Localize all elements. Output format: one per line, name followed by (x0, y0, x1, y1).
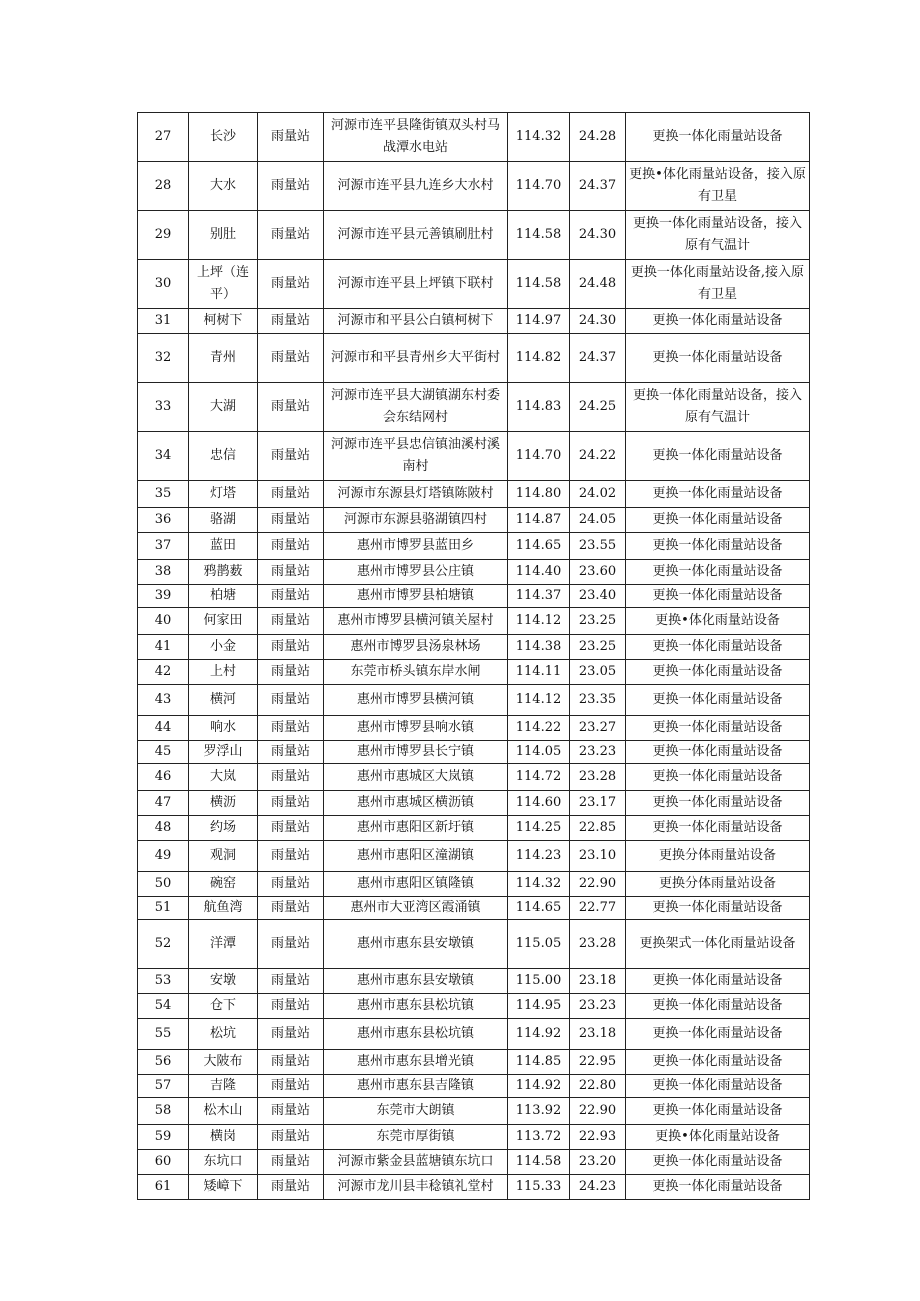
table-row (138, 334, 810, 383)
cell-id: 27 (138, 113, 189, 162)
cell-station-type: 雨量站 (258, 608, 324, 635)
cell-latitude: 24.30 (570, 309, 626, 334)
cell-longitude: 114.32 (508, 872, 570, 897)
cell-location: 惠州市惠东县吉隆镇 (324, 1075, 508, 1098)
cell-id: 42 (138, 660, 189, 685)
cell-latitude: 22.90 (570, 1098, 626, 1125)
cell-longitude: 114.25 (508, 816, 570, 841)
cell-id: 46 (138, 764, 189, 791)
cell-location: 惠州市博罗县横河镇 (324, 685, 508, 716)
cell-station-type: 雨量站 (258, 481, 324, 508)
cell-longitude: 114.72 (508, 764, 570, 791)
cell-longitude: 114.85 (508, 1050, 570, 1075)
cell-longitude: 114.97 (508, 309, 570, 334)
cell-action: 更换一体化雨量站设备 (626, 816, 810, 841)
table-row (138, 1150, 810, 1175)
cell-location: 惠州市博罗县长宁镇 (324, 741, 508, 764)
cell-longitude: 114.58 (508, 1150, 570, 1175)
cell-station-name: 横河 (189, 685, 258, 716)
cell-id: 36 (138, 508, 189, 533)
cell-longitude: 114.12 (508, 685, 570, 716)
cell-latitude: 23.20 (570, 1150, 626, 1175)
cell-location: 河源市东源县骆湖镇四村 (324, 508, 508, 533)
cell-longitude: 114.83 (508, 383, 570, 432)
cell-station-name: 柯树下 (189, 309, 258, 334)
cell-id: 59 (138, 1125, 189, 1150)
cell-action: 更换一体化雨量站设备 (626, 1050, 810, 1075)
cell-location: 河源市连平县元善镇刷肚村 (324, 211, 508, 260)
cell-id: 43 (138, 685, 189, 716)
cell-latitude: 24.25 (570, 383, 626, 432)
cell-action: 更换一体化雨量站设备 (626, 635, 810, 660)
cell-action: 更换一体化雨量站设备 (626, 741, 810, 764)
cell-latitude: 23.25 (570, 635, 626, 660)
cell-action: 更换一体化雨量站设备 (626, 994, 810, 1019)
cell-latitude: 22.77 (570, 897, 626, 920)
cell-location: 惠州市博罗县蓝田乡 (324, 533, 508, 560)
cell-id: 58 (138, 1098, 189, 1125)
cell-location: 河源市东源县灯塔镇陈陂村 (324, 481, 508, 508)
cell-station-name: 上村 (189, 660, 258, 685)
cell-id: 33 (138, 383, 189, 432)
cell-action: 更换•体化雨量站设备，接入原有卫星 (626, 162, 810, 211)
cell-latitude: 24.28 (570, 113, 626, 162)
cell-latitude: 23.18 (570, 1019, 626, 1050)
cell-latitude: 24.37 (570, 334, 626, 383)
cell-station-type: 雨量站 (258, 585, 324, 608)
cell-station-type: 雨量站 (258, 764, 324, 791)
cell-id: 49 (138, 841, 189, 872)
cell-latitude: 23.25 (570, 608, 626, 635)
table-row (138, 969, 810, 994)
cell-action: 更换分体雨量站设备 (626, 841, 810, 872)
cell-station-name: 横沥 (189, 791, 258, 816)
cell-longitude: 114.70 (508, 162, 570, 211)
table-row (138, 841, 810, 872)
cell-station-name: 青州 (189, 334, 258, 383)
cell-station-name: 观洞 (189, 841, 258, 872)
cell-action: 更换一体化雨量站设备 (626, 432, 810, 481)
cell-id: 57 (138, 1075, 189, 1098)
cell-longitude: 114.65 (508, 897, 570, 920)
cell-action: 更换一体化雨量站设备 (626, 533, 810, 560)
table-row (138, 660, 810, 685)
cell-station-type: 雨量站 (258, 969, 324, 994)
cell-id: 30 (138, 260, 189, 309)
cell-action: 更换一体化雨量站设备 (626, 1098, 810, 1125)
cell-id: 47 (138, 791, 189, 816)
cell-station-name: 蓝田 (189, 533, 258, 560)
cell-action: 更换一体化雨量站设备 (626, 334, 810, 383)
table-row (138, 533, 810, 560)
cell-latitude: 24.02 (570, 481, 626, 508)
cell-action: 更换一体化雨量站设备 (626, 791, 810, 816)
cell-station-type: 雨量站 (258, 560, 324, 585)
cell-action: 更换架式一体化雨量站设备 (626, 920, 810, 969)
cell-location: 河源市和平县青州乡大平街村 (324, 334, 508, 383)
cell-id: 50 (138, 872, 189, 897)
cell-latitude: 23.18 (570, 969, 626, 994)
cell-latitude: 24.22 (570, 432, 626, 481)
cell-action: 更换一体化雨量站设备 (626, 1150, 810, 1175)
table-row (138, 1019, 810, 1050)
cell-action: 更换一体化雨量站设备 (626, 481, 810, 508)
cell-location: 惠州市博罗县横河镇关屋村 (324, 608, 508, 635)
cell-longitude: 113.92 (508, 1098, 570, 1125)
cell-station-type: 雨量站 (258, 260, 324, 309)
cell-action: 更换一体化雨量站设备 (626, 585, 810, 608)
cell-action: 更换一体化雨量站设备 (626, 1019, 810, 1050)
cell-station-name: 安墩 (189, 969, 258, 994)
cell-latitude: 23.27 (570, 716, 626, 741)
table-row (138, 260, 810, 309)
cell-latitude: 23.10 (570, 841, 626, 872)
cell-station-type: 雨量站 (258, 816, 324, 841)
cell-location: 惠州市博罗县响水镇 (324, 716, 508, 741)
table-row (138, 920, 810, 969)
station-table-body (138, 113, 810, 1200)
cell-station-type: 雨量站 (258, 211, 324, 260)
cell-action: 更换分体雨量站设备 (626, 872, 810, 897)
cell-location: 河源市连平县隆街镇双头村马战潭水电站 (324, 113, 508, 162)
cell-location: 惠州市大亚湾区霞涌镇 (324, 897, 508, 920)
cell-station-name: 灯塔 (189, 481, 258, 508)
cell-action: 更换一体化雨量站设备,接入原有卫星 (626, 260, 810, 309)
cell-station-type: 雨量站 (258, 432, 324, 481)
cell-action: 更换一体化雨量站设备 (626, 685, 810, 716)
cell-station-type: 雨量站 (258, 660, 324, 685)
cell-location: 东莞市厚街镇 (324, 1125, 508, 1150)
cell-longitude: 114.23 (508, 841, 570, 872)
cell-id: 35 (138, 481, 189, 508)
cell-id: 45 (138, 741, 189, 764)
cell-longitude: 114.92 (508, 1019, 570, 1050)
cell-longitude: 114.37 (508, 585, 570, 608)
cell-longitude: 114.95 (508, 994, 570, 1019)
cell-station-name: 骆湖 (189, 508, 258, 533)
table-row (138, 608, 810, 635)
cell-action: 更换一体化雨量站设备 (626, 309, 810, 334)
table-row (138, 481, 810, 508)
cell-longitude: 114.70 (508, 432, 570, 481)
cell-id: 37 (138, 533, 189, 560)
cell-latitude: 22.80 (570, 1075, 626, 1098)
cell-station-name: 大岚 (189, 764, 258, 791)
cell-id: 52 (138, 920, 189, 969)
cell-longitude: 113.72 (508, 1125, 570, 1150)
cell-action: 更换•体化雨量站设备 (626, 608, 810, 635)
cell-latitude: 23.23 (570, 994, 626, 1019)
cell-station-name: 横岗 (189, 1125, 258, 1150)
cell-location: 惠州市惠东县安墩镇 (324, 920, 508, 969)
cell-id: 44 (138, 716, 189, 741)
cell-station-type: 雨量站 (258, 994, 324, 1019)
cell-latitude: 23.40 (570, 585, 626, 608)
cell-longitude: 114.58 (508, 211, 570, 260)
cell-location: 惠州市惠阳区新圩镇 (324, 816, 508, 841)
cell-station-type: 雨量站 (258, 872, 324, 897)
cell-station-type: 雨量站 (258, 841, 324, 872)
cell-station-type: 雨量站 (258, 716, 324, 741)
cell-station-type: 雨量站 (258, 635, 324, 660)
table-row (138, 764, 810, 791)
cell-id: 39 (138, 585, 189, 608)
cell-location: 河源市连平县忠信镇油溪村溪南村 (324, 432, 508, 481)
cell-location: 河源市龙川县丰稔镇礼堂村 (324, 1175, 508, 1200)
cell-station-type: 雨量站 (258, 1125, 324, 1150)
table-row (138, 508, 810, 533)
table-row (138, 211, 810, 260)
cell-location: 惠州市惠城区大岚镇 (324, 764, 508, 791)
cell-station-name: 别肚 (189, 211, 258, 260)
table-row (138, 113, 810, 162)
cell-longitude: 114.65 (508, 533, 570, 560)
cell-action: 更换•体化雨量站设备 (626, 1125, 810, 1150)
cell-id: 28 (138, 162, 189, 211)
table-row (138, 309, 810, 334)
cell-latitude: 23.28 (570, 920, 626, 969)
cell-action: 更换一体化雨量站设备 (626, 897, 810, 920)
cell-station-type: 雨量站 (258, 383, 324, 432)
cell-station-name: 松坑 (189, 1019, 258, 1050)
table-row (138, 560, 810, 585)
cell-action: 更换一体化雨量站设备 (626, 508, 810, 533)
cell-location: 惠州市惠东县增光镇 (324, 1050, 508, 1075)
cell-location: 河源市紫金县蓝塘镇东坑口 (324, 1150, 508, 1175)
cell-station-name: 大湖 (189, 383, 258, 432)
cell-latitude: 23.28 (570, 764, 626, 791)
table-row (138, 716, 810, 741)
cell-longitude: 114.38 (508, 635, 570, 660)
cell-station-name: 长沙 (189, 113, 258, 162)
cell-latitude: 24.30 (570, 211, 626, 260)
cell-latitude: 22.95 (570, 1050, 626, 1075)
cell-location: 惠州市博罗县汤泉林场 (324, 635, 508, 660)
cell-location: 惠州市博罗县公庄镇 (324, 560, 508, 585)
cell-location: 东莞市桥头镇东岸水闸 (324, 660, 508, 685)
table-row (138, 1050, 810, 1075)
cell-longitude: 115.00 (508, 969, 570, 994)
cell-action: 更换一体化雨量站设备 (626, 969, 810, 994)
cell-station-name: 何家田 (189, 608, 258, 635)
cell-action: 更换一体化雨量站设备，接入原有气温计 (626, 211, 810, 260)
cell-station-type: 雨量站 (258, 113, 324, 162)
table-row (138, 685, 810, 716)
cell-station-type: 雨量站 (258, 334, 324, 383)
cell-station-type: 雨量站 (258, 897, 324, 920)
cell-id: 32 (138, 334, 189, 383)
cell-latitude: 23.60 (570, 560, 626, 585)
cell-latitude: 22.90 (570, 872, 626, 897)
cell-latitude: 24.23 (570, 1175, 626, 1200)
cell-station-name: 碗窑 (189, 872, 258, 897)
table-row (138, 1125, 810, 1150)
cell-latitude: 23.35 (570, 685, 626, 716)
table-row (138, 897, 810, 920)
cell-action: 更换一体化雨量站设备 (626, 1175, 810, 1200)
cell-longitude: 114.92 (508, 1075, 570, 1098)
cell-location: 惠州市惠阳区潼湖镇 (324, 841, 508, 872)
table-row (138, 872, 810, 897)
cell-latitude: 23.05 (570, 660, 626, 685)
cell-id: 31 (138, 309, 189, 334)
table-row (138, 585, 810, 608)
cell-station-type: 雨量站 (258, 309, 324, 334)
cell-station-name: 矮嶂下 (189, 1175, 258, 1200)
cell-location: 惠州市惠阳区镇隆镇 (324, 872, 508, 897)
cell-location: 河源市连平县上坪镇下联村 (324, 260, 508, 309)
cell-id: 41 (138, 635, 189, 660)
cell-station-name: 上坪（连平） (189, 260, 258, 309)
table-row (138, 162, 810, 211)
cell-station-name: 小金 (189, 635, 258, 660)
cell-latitude: 22.93 (570, 1125, 626, 1150)
cell-id: 29 (138, 211, 189, 260)
cell-id: 56 (138, 1050, 189, 1075)
cell-station-type: 雨量站 (258, 1150, 324, 1175)
cell-location: 惠州市惠东县安墩镇 (324, 969, 508, 994)
cell-longitude: 115.05 (508, 920, 570, 969)
cell-latitude: 24.05 (570, 508, 626, 533)
cell-longitude: 114.12 (508, 608, 570, 635)
cell-id: 53 (138, 969, 189, 994)
cell-station-name: 吉隆 (189, 1075, 258, 1098)
cell-station-type: 雨量站 (258, 162, 324, 211)
cell-station-type: 雨量站 (258, 791, 324, 816)
cell-longitude: 114.05 (508, 741, 570, 764)
cell-action: 更换一体化雨量站设备 (626, 660, 810, 685)
cell-longitude: 114.11 (508, 660, 570, 685)
cell-id: 61 (138, 1175, 189, 1200)
cell-location: 河源市连平县九连乡大水村 (324, 162, 508, 211)
cell-id: 40 (138, 608, 189, 635)
cell-station-type: 雨量站 (258, 1098, 324, 1125)
cell-location: 河源市和平县公白镇柯树下 (324, 309, 508, 334)
table-row (138, 791, 810, 816)
cell-station-name: 响水 (189, 716, 258, 741)
cell-station-name: 航鱼湾 (189, 897, 258, 920)
cell-station-type: 雨量站 (258, 508, 324, 533)
cell-longitude: 114.80 (508, 481, 570, 508)
cell-station-type: 雨量站 (258, 533, 324, 560)
cell-station-name: 柏塘 (189, 585, 258, 608)
cell-id: 34 (138, 432, 189, 481)
cell-station-name: 松木山 (189, 1098, 258, 1125)
cell-id: 60 (138, 1150, 189, 1175)
cell-action: 更换一体化雨量站设备 (626, 1075, 810, 1098)
cell-longitude: 114.40 (508, 560, 570, 585)
cell-longitude: 114.60 (508, 791, 570, 816)
cell-station-name: 鸦鹊薮 (189, 560, 258, 585)
cell-location: 惠州市惠东县松坑镇 (324, 994, 508, 1019)
cell-action: 更换一体化雨量站设备 (626, 764, 810, 791)
cell-longitude: 115.33 (508, 1175, 570, 1200)
cell-station-type: 雨量站 (258, 741, 324, 764)
cell-latitude: 23.55 (570, 533, 626, 560)
cell-station-type: 雨量站 (258, 1175, 324, 1200)
table-row (138, 994, 810, 1019)
cell-id: 55 (138, 1019, 189, 1050)
table-row (138, 383, 810, 432)
cell-station-type: 雨量站 (258, 920, 324, 969)
cell-location: 河源市连平县大湖镇湖东村委会东结网村 (324, 383, 508, 432)
cell-longitude: 114.32 (508, 113, 570, 162)
table-row (138, 432, 810, 481)
cell-station-type: 雨量站 (258, 685, 324, 716)
cell-station-name: 约场 (189, 816, 258, 841)
cell-location: 东莞市大朗镇 (324, 1098, 508, 1125)
cell-location: 惠州市博罗县柏塘镇 (324, 585, 508, 608)
cell-action: 更换一体化雨量站设备 (626, 560, 810, 585)
cell-id: 38 (138, 560, 189, 585)
table-row (138, 1175, 810, 1200)
cell-id: 48 (138, 816, 189, 841)
cell-station-name: 东坑口 (189, 1150, 258, 1175)
cell-longitude: 114.82 (508, 334, 570, 383)
cell-station-name: 忠信 (189, 432, 258, 481)
table-row (138, 1075, 810, 1098)
cell-longitude: 114.58 (508, 260, 570, 309)
cell-station-name: 大陂布 (189, 1050, 258, 1075)
table-row (138, 741, 810, 764)
table-row (138, 1098, 810, 1125)
table-row (138, 816, 810, 841)
cell-latitude: 24.37 (570, 162, 626, 211)
station-table (137, 112, 810, 1200)
cell-station-name: 罗浮山 (189, 741, 258, 764)
cell-station-name: 仓下 (189, 994, 258, 1019)
cell-latitude: 23.23 (570, 741, 626, 764)
cell-station-type: 雨量站 (258, 1050, 324, 1075)
cell-longitude: 114.87 (508, 508, 570, 533)
cell-station-type: 雨量站 (258, 1075, 324, 1098)
cell-longitude: 114.22 (508, 716, 570, 741)
cell-latitude: 24.48 (570, 260, 626, 309)
cell-station-name: 大水 (189, 162, 258, 211)
cell-location: 惠州市惠东县松坑镇 (324, 1019, 508, 1050)
cell-action: 更换一体化雨量站设备 (626, 113, 810, 162)
cell-action: 更换一体化雨量站设备 (626, 716, 810, 741)
cell-station-type: 雨量站 (258, 1019, 324, 1050)
cell-id: 54 (138, 994, 189, 1019)
cell-station-name: 洋潭 (189, 920, 258, 969)
cell-action: 更换一体化雨量站设备，接入原有气温计 (626, 383, 810, 432)
cell-location: 惠州市惠城区横沥镇 (324, 791, 508, 816)
table-row (138, 635, 810, 660)
cell-id: 51 (138, 897, 189, 920)
cell-latitude: 22.85 (570, 816, 626, 841)
cell-latitude: 23.17 (570, 791, 626, 816)
